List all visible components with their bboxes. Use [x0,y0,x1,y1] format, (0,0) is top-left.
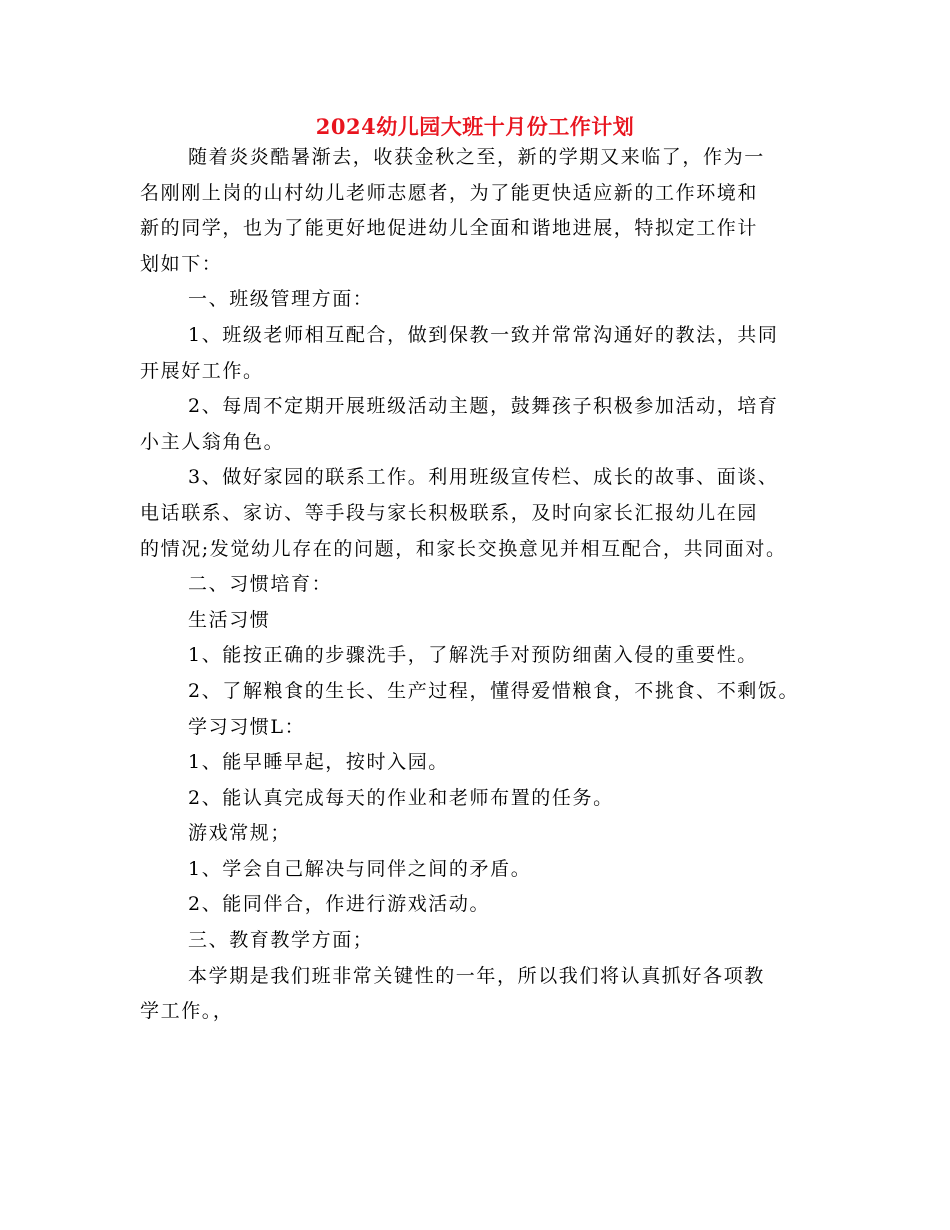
body-line: 学工作。， [140,1000,234,1023]
body-line: 划如下： [140,252,223,275]
body-line: 1、能早睡早起，按时入园。 [188,751,449,774]
body-line: 三、教育教学方面； [188,929,374,952]
body-line: 1、学会自己解决与同伴之间的矛盾。 [188,857,532,880]
body-line: 2、每周不定期开展班级活动主题，鼓舞孩子积极参加活动，培育 [188,395,779,418]
body-line: 学习习惯L： [188,715,306,738]
body-line: 本学期是我们班非常关键性的一年，所以我们将认真抓好各项教 [188,964,765,987]
body-line: 二、习惯培育： [188,573,333,596]
document-body [140,140,810,1030]
body-line: 1、班级老师相互配合，做到保教一致并常常沟通好的教法，共同 [188,323,779,346]
body-line: 小主人翁角色。 [140,430,285,453]
body-line: 生活习惯 [188,608,271,631]
body-line: 2、能同伴合，作进行游戏活动。 [188,893,491,916]
document-title: 2024幼儿园大班十月份工作计划 [315,114,635,139]
body-line: 开展好工作。 [140,359,264,382]
body-line: 游戏常规； [188,822,292,845]
body-line: 的情况;发觉幼儿存在的问题，和家长交换意见并相互配合，共同面对。 [140,537,787,560]
body-line: 新的同学，也为了能更好地促进幼儿全面和谐地进展，特拟定工作计 [140,217,759,240]
body-line: 2、了解粮食的生长、生产过程，懂得爱惜粮食，不挑食、不剩饭。 [188,679,800,702]
body-line: 一、班级管理方面： [188,288,374,311]
body-line: 2、能认真完成每天的作业和老师布置的任务。 [188,786,614,809]
body-line: 随着炎炎酷暑渐去，收获金秋之至，新的学期又来临了，作为一 [188,146,765,168]
body-line: 电话联系、家访、等手段与家长积极联系，及时向家长汇报幼儿在园 [140,501,759,524]
body-line: 3、做好家园的联系工作。利用班级宣传栏、成长的故事、面谈、 [188,466,779,489]
body-line: 1、能按正确的步骤洗手，了解洗手对预防细菌入侵的重要性。 [188,644,758,667]
body-line: 名刚刚上岗的山村幼儿老师志愿者，为了能更快适应新的工作环境和 [140,181,759,204]
